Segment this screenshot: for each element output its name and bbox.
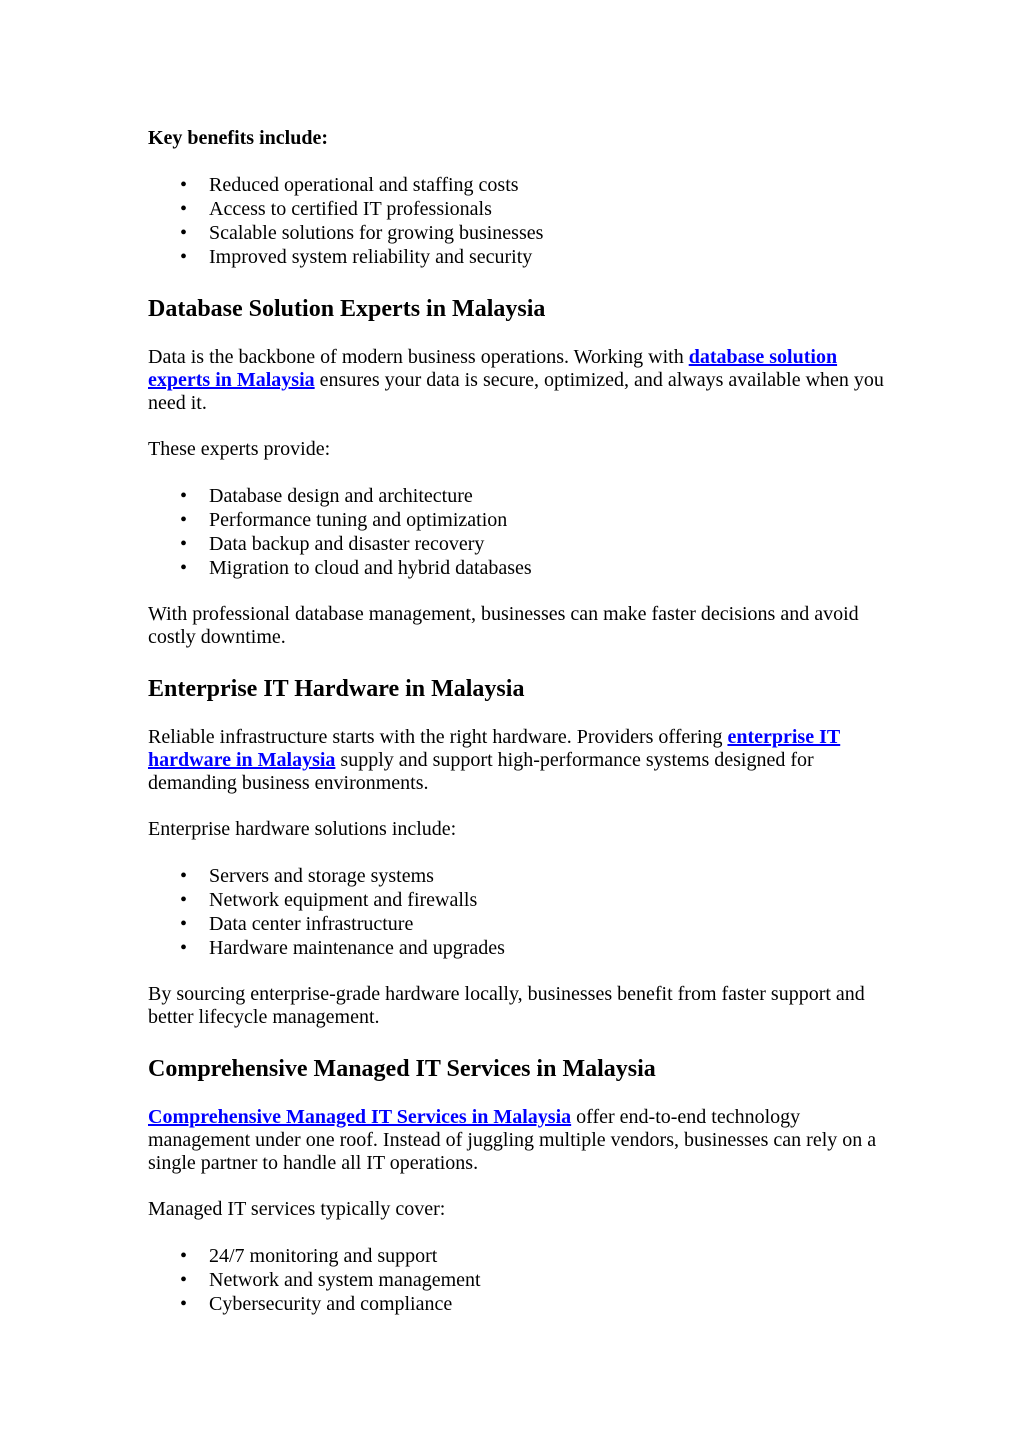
managed-services-list: [148, 1244, 887, 1316]
list-item: • Performance tuning and optimization: [148, 508, 887, 532]
list-item: • Scalable solutions for growing businesses: [148, 221, 887, 245]
section-heading-managed: Comprehensive Managed IT Services in Malaysia: [148, 1056, 656, 1082]
section-heading-database: Database Solution Experts in Malaysia: [148, 296, 546, 322]
database-closing-paragraph: With professional database management, businesses can make faster decisions and avoid costly downtime.: [148, 603, 859, 648]
list-item: • Data center infrastructure: [148, 912, 887, 936]
list-item: • Network equipment and firewalls: [148, 888, 887, 912]
list-item: • Cybersecurity and compliance: [148, 1292, 887, 1316]
section-heading-hardware: Enterprise IT Hardware in Malaysia: [148, 676, 525, 702]
hardware-closing-paragraph: By sourcing enterprise-grade hardware locally, businesses benefit from faster support and better lifecycle management.: [148, 983, 865, 1028]
hardware-list-intro: Enterprise hardware solutions include:: [148, 818, 457, 840]
hardware-intro-paragraph: [148, 726, 887, 795]
enterprise-it-hardware-link[interactable]: enterprise IT hardware in Malaysia: [148, 726, 841, 771]
list-item: • Database design and architecture: [148, 484, 887, 508]
database-intro-paragraph: [148, 346, 887, 415]
key-benefits-heading: Key benefits include:: [148, 127, 328, 149]
list-item: • Access to certified IT professionals: [148, 197, 887, 221]
paragraph-text: Data is the backbone of modern business operations. Working with: [148, 346, 689, 368]
list-item: • 24/7 monitoring and support: [148, 1244, 887, 1268]
list-item: • Data backup and disaster recovery: [148, 532, 887, 556]
list-item: • Improved system reliability and security: [148, 245, 887, 269]
paragraph-text: supply and support high-performance systems designed for demanding business environments.: [148, 749, 814, 794]
key-benefits-list: [148, 173, 887, 269]
list-item: • Servers and storage systems: [148, 864, 887, 888]
managed-it-services-link[interactable]: Comprehensive Managed IT Services in Malaysia: [148, 1106, 572, 1128]
database-list-intro: These experts provide:: [148, 438, 331, 460]
paragraph-text: Reliable infrastructure starts with the right hardware. Providers offering: [148, 726, 728, 748]
list-item: • Reduced operational and staffing costs: [148, 173, 887, 197]
paragraph-text: offer end-to-end technology management under one roof. Instead of juggling multiple vendors, businesses can rely on a single partner to handle all IT operations.: [148, 1106, 877, 1174]
hardware-solutions-list: [148, 864, 887, 960]
list-item: • Migration to cloud and hybrid databases: [148, 556, 887, 580]
list-item: • Hardware maintenance and upgrades: [148, 936, 887, 960]
paragraph-text: ensures your data is secure, optimized, and always available when you need it.: [148, 369, 884, 414]
database-services-list: [148, 484, 887, 580]
list-item: • Network and system management: [148, 1268, 887, 1292]
managed-intro-paragraph: [148, 1106, 887, 1175]
managed-list-intro: Managed IT services typically cover:: [148, 1198, 446, 1220]
database-solution-experts-link[interactable]: database solution experts in Malaysia: [148, 346, 838, 391]
